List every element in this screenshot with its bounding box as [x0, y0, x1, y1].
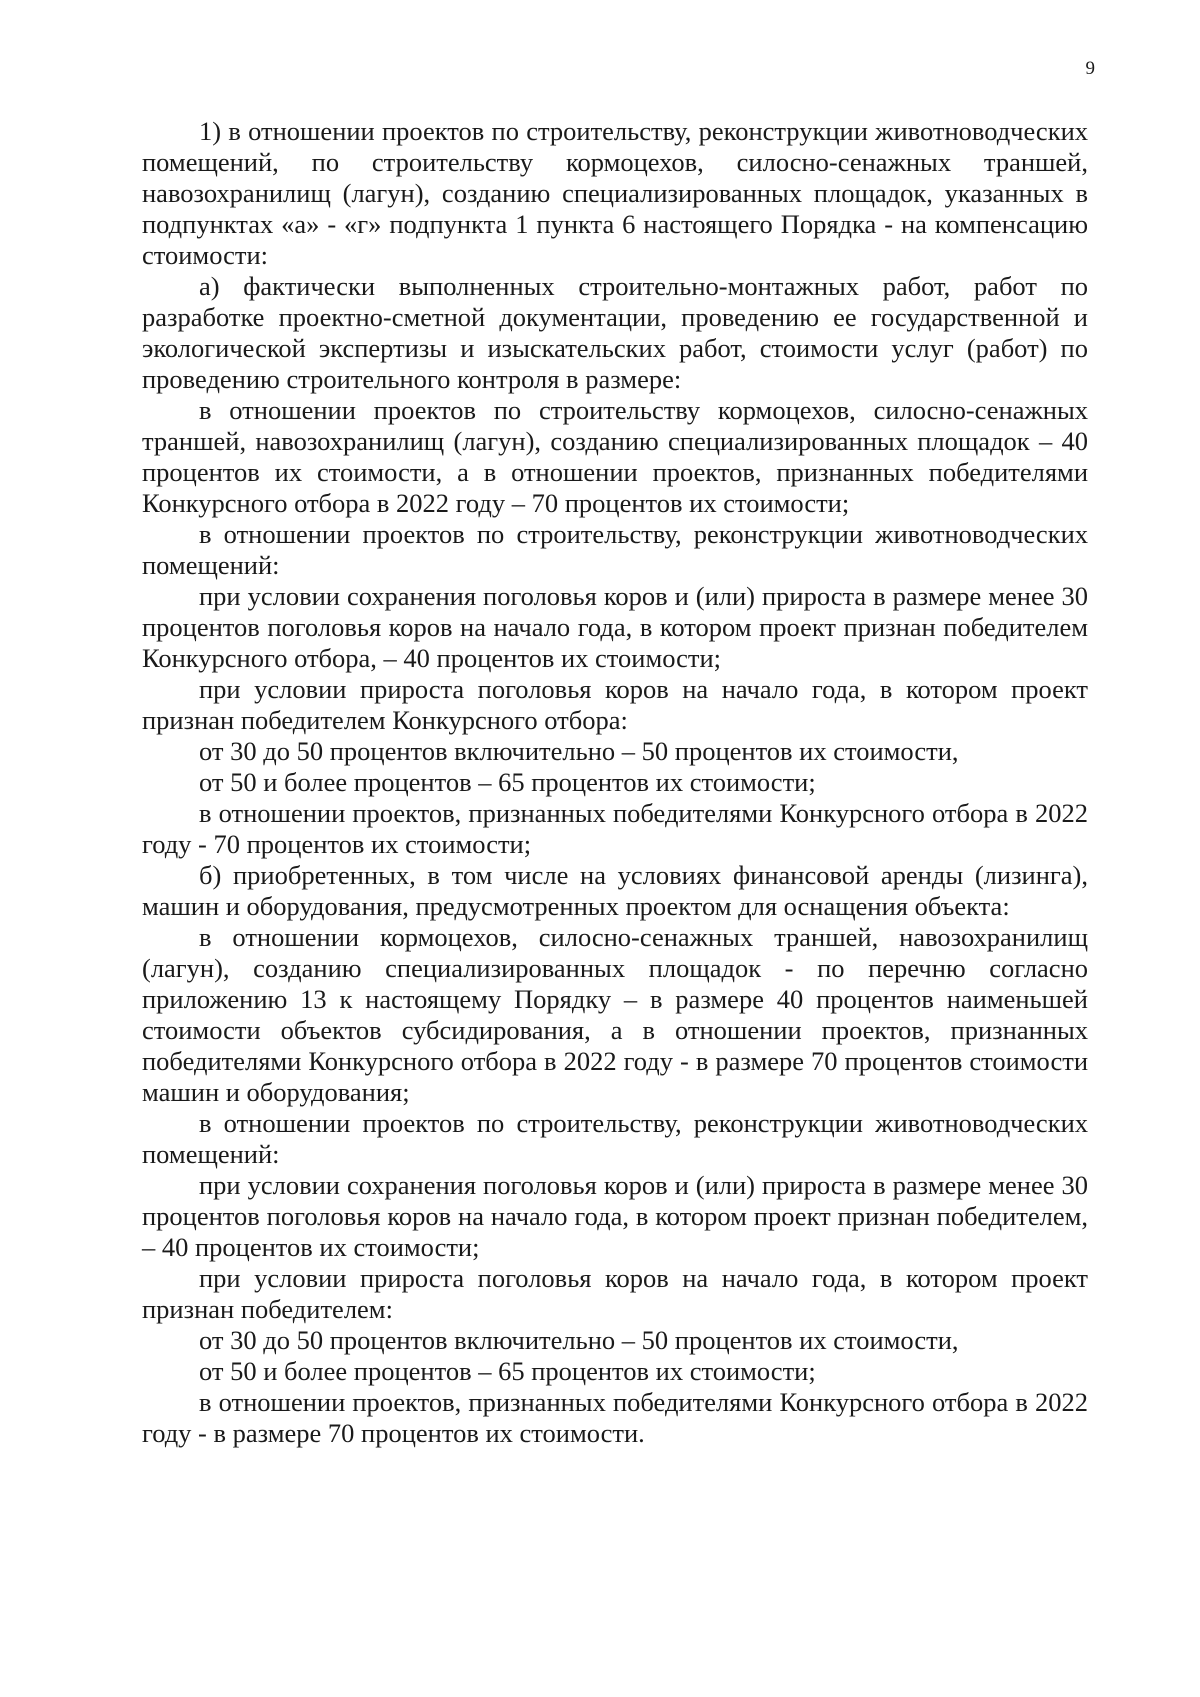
- paragraph-13: при условии сохранения поголовья коров и (или) прироста в размере менее 30 процентов поголовья коров на начало года, в котором проект признан победителем, – 40 процентов их стоимости;: [142, 1170, 1088, 1262]
- paragraph-17: в отношении проектов, признанных победителями Конкурсного отбора в 2022 году - в размере 70 процентов их стоимости.: [142, 1387, 1088, 1448]
- paragraph-10: б) приобретенных, в том числе на условиях финансовой аренды (лизинга), машин и оборудования, предусмотренных проектом для оснащения объекта:: [142, 860, 1088, 921]
- paragraph-11: в отношении кормоцехов, силосно-сенажных траншей, навозохранилищ (лагун), созданию специализированных площадок - по перечню согласно приложению 13 к настоящему Порядку – в размере 40 процентов наименьшей стоимости объектов субсидирования, а в отношении проектов, признанных победителями Конкурсного отбора в 2022 году - в размере 70 процентов стоимости машин и оборудования;: [142, 922, 1088, 1107]
- paragraph-5: при условии сохранения поголовья коров и (или) прироста в размере менее 30 процентов поголовья коров на начало года, в котором проект признан победителем Конкурсного отбора, – 40 процентов их стоимости;: [142, 581, 1088, 673]
- paragraph-16: от 50 и более процентов – 65 процентов их стоимости;: [199, 1356, 816, 1386]
- paragraph-15: от 30 до 50 процентов включительно – 50 процентов их стоимости,: [199, 1325, 959, 1355]
- paragraph-14: при условии прироста поголовья коров на начало года, в котором проект признан победителем:: [142, 1263, 1088, 1324]
- paragraph-1: 1) в отношении проектов по строительству, реконструкции животноводческих помещений, по строительству кормоцехов, силосно-сенажных траншей, навозохранилищ (лагун), созданию специализированных площадок, указанных в подпунктах «а» - «г» подпункта 1 пункта 6 настоящего Порядка - на компенсацию стоимости:: [142, 116, 1088, 270]
- paragraph-8: от 50 и более процентов – 65 процентов их стоимости;: [199, 767, 816, 797]
- paragraph-4: в отношении проектов по строительству, реконструкции животноводческих помещений:: [142, 519, 1088, 580]
- paragraph-9: в отношении проектов, признанных победителями Конкурсного отбора в 2022 году - 70 процентов их стоимости;: [142, 798, 1088, 859]
- page-number: 9: [1085, 58, 1095, 79]
- paragraph-2: а) фактически выполненных строительно-монтажных работ, работ по разработке проектно-сметной документации, проведению ее государственной и экологической экспертизы и изыскательских работ, стоимости услуг (работ) по проведению строительного контроля в размере:: [142, 271, 1088, 394]
- paragraph-7: от 30 до 50 процентов включительно – 50 процентов их стоимости,: [199, 736, 959, 766]
- document-body: [142, 116, 1088, 1449]
- paragraph-6: при условии прироста поголовья коров на начало года, в котором проект признан победителем Конкурсного отбора:: [142, 674, 1088, 735]
- paragraph-3: в отношении проектов по строительству кормоцехов, силосно-сенажных траншей, навозохранилищ (лагун), созданию специализированных площадок – 40 процентов их стоимости, а в отношении проектов, признанных победителями Конкурсного отбора в 2022 году – 70 процентов их стоимости;: [142, 395, 1088, 518]
- paragraph-12: в отношении проектов по строительству, реконструкции животноводческих помещений:: [142, 1108, 1088, 1169]
